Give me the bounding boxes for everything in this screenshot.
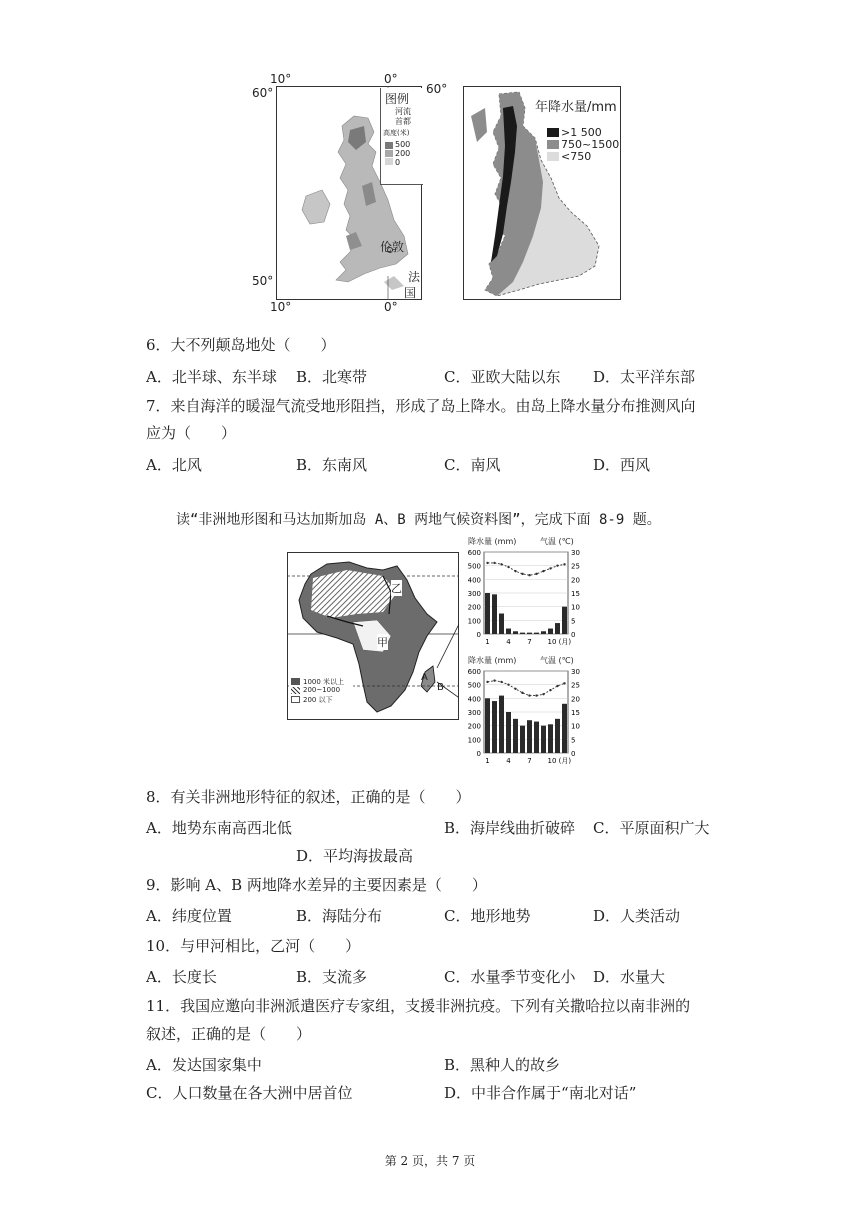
q8-option-d[interactable]: D．平均海拔最高 — [296, 847, 414, 865]
chart-a-right-tick: 10 — [571, 603, 580, 612]
chart-b-left-tick: 400 — [467, 695, 481, 704]
chart-a-bar-1 — [485, 593, 490, 634]
q9-option-b[interactable]: B．海陆分布 — [296, 907, 383, 925]
chart-a-temp-point-2 — [493, 562, 495, 564]
chart-a-right-tick: 15 — [571, 590, 580, 598]
chart-a-bar-6 — [520, 633, 525, 634]
q10-option-c[interactable]: C．水量季节变化小 — [444, 968, 576, 986]
chart-b-temp-point-10 — [549, 689, 551, 691]
chart-b-temp-point-6 — [521, 692, 523, 694]
chart-a-temp-point-6 — [521, 573, 523, 575]
chart-a-bar-8 — [534, 633, 539, 634]
label-point-a: A — [421, 672, 428, 683]
chart-b-right-tick: 20 — [571, 695, 580, 704]
chart-b-bar-12 — [562, 704, 567, 753]
chart-b-bar-8 — [534, 722, 539, 753]
q11-stem-line2: 叙述，正确的是（ ） — [146, 1025, 312, 1043]
label-france-1: 法 — [408, 270, 421, 284]
africa-legend-3: 200 以下 — [303, 696, 333, 704]
chart-b-bar-2 — [492, 701, 497, 753]
chart-a-right-tick: 30 — [571, 549, 580, 557]
chart-b-temp-point-4 — [507, 683, 509, 685]
chart-a-bar-2 — [492, 594, 497, 634]
legend-elev: 高度(米) — [383, 129, 410, 137]
africa-terrain-map — [287, 552, 459, 720]
q7-option-a[interactable]: A．北风 — [146, 456, 202, 474]
legend-0: 0 — [395, 158, 401, 167]
chart-a-temp-point-5 — [514, 570, 516, 572]
chart-a-temp-point-7 — [528, 574, 530, 576]
rainfall-map-frame — [463, 86, 621, 300]
chart-a-x-tick: 1 — [485, 638, 490, 646]
chart-b-left-tick: 0 — [476, 750, 481, 758]
lon-label-10-bottom: 10° — [270, 300, 292, 314]
africa-legend-2: 200~1000 — [303, 686, 341, 694]
chart-b-temp-point-2 — [493, 679, 495, 681]
rainfall-title: 年降水量/mm — [535, 100, 617, 115]
chart-a-bar-10 — [548, 629, 553, 634]
uk-rainfall-map — [463, 86, 621, 300]
africa-legend-1: 1000 米以上 — [303, 678, 345, 686]
q11-option-b[interactable]: B．黑种人的故乡 — [444, 1056, 561, 1074]
chart-b-left-tick: 200 — [467, 722, 481, 731]
chart-a-temp-point-8 — [535, 573, 537, 575]
chart-b-x-tick: 7 — [527, 757, 532, 765]
rain-legend-low: <750 — [561, 150, 592, 163]
q10-stem: 10．与甲河相比，乙河（ ） — [146, 937, 361, 955]
q11-option-a[interactable]: A．发达国家集中 — [146, 1056, 262, 1074]
chart-a-temp-point-1 — [486, 562, 488, 564]
q11-stem-line1: 11．我国应邀向非洲派遣医疗专家组，支援非洲抗疫。下列有关撒哈拉以南非洲的 — [146, 997, 691, 1015]
climate-chart-a — [462, 536, 592, 648]
africa-legend-swatch-2 — [291, 687, 300, 694]
chart-a-x-tick: 10 (月) — [547, 638, 572, 646]
label-london: 伦敦 — [380, 240, 405, 254]
chart-b-right-tick: 30 — [571, 668, 580, 676]
chart-a-right-tick: 25 — [571, 562, 580, 571]
climate-chart-b — [462, 655, 592, 767]
q11-option-c[interactable]: C．人口数量在各大洲中居首位 — [146, 1084, 353, 1102]
chart-a-left-tick: 200 — [467, 603, 481, 612]
chart-b-temp-point-1 — [486, 681, 488, 683]
chart-b-bar-6 — [520, 726, 525, 753]
chart-b-temp-point-11 — [556, 685, 558, 687]
chart-a-right-tick: 5 — [571, 617, 576, 626]
q8-option-b[interactable]: B．海岸线曲折破碎 — [444, 819, 576, 837]
chart-a-temp-label: 气温 (℃) — [540, 537, 574, 546]
chart-b-left-tick: 300 — [467, 709, 481, 717]
q10-option-a[interactable]: A．长度长 — [146, 968, 217, 986]
uk-legend — [380, 88, 423, 185]
q9-option-d[interactable]: D．人类活动 — [593, 907, 681, 925]
chart-b-temp-point-9 — [542, 693, 544, 695]
uk-terrain-map — [252, 72, 458, 314]
rain-swatch-low — [547, 152, 559, 161]
chart-a-temp-point-11 — [556, 564, 558, 566]
q9-option-c[interactable]: C．地形地势 — [444, 907, 531, 925]
chart-a-bar-7 — [527, 633, 532, 634]
africa-legend-swatch-1 — [291, 678, 300, 685]
q9-stem: 9．影响 A、B 两地降水差异的主要因素是（ ） — [146, 876, 487, 894]
label-france-2: 国 — [404, 286, 417, 300]
chart-b-right-tick: 5 — [571, 736, 576, 745]
chart-b-right-tick: 0 — [571, 750, 576, 758]
q8-stem: 8．有关非洲地形特征的叙述，正确的是（ ） — [146, 788, 471, 806]
chart-b-right-tick: 10 — [571, 722, 580, 731]
q6-option-b[interactable]: B．北寒带 — [296, 368, 368, 386]
legend-200: 200 — [395, 149, 411, 158]
chart-a-temp-point-4 — [507, 566, 509, 568]
chart-b-temp-point-8 — [535, 694, 537, 696]
lon-label-10: 10° — [270, 72, 292, 86]
chart-b-left-tick: 500 — [467, 681, 481, 690]
rain-swatch-mid — [547, 140, 559, 149]
q6-option-d[interactable]: D．太平洋东部 — [593, 368, 696, 386]
section-intro: 读“非洲地形图和马达加斯加岛 A、B 两地气候资料图”，完成下面 8-9 题。 — [176, 512, 661, 528]
legend-500: 500 — [395, 140, 411, 149]
legend-swatch-200 — [385, 150, 393, 157]
lat-label-60-right: 60° — [426, 82, 448, 96]
q6-stem: 6．大不列颠岛地处（ ） — [146, 336, 336, 354]
chart-a-bar-9 — [541, 631, 546, 634]
q7-option-b[interactable]: B．东南风 — [296, 456, 368, 474]
chart-a-temp-point-3 — [500, 563, 502, 565]
legend-river: 河流 — [395, 107, 411, 116]
chart-b-x-tick: 10 (月) — [547, 757, 572, 765]
chart-a-x-tick: 4 — [506, 638, 511, 646]
chart-a-rain-label: 降水量 (mm) — [468, 537, 517, 546]
chart-a-temp-point-12 — [563, 563, 565, 565]
africa-legend-swatch-3 — [291, 696, 300, 703]
chart-b-temp-point-12 — [563, 682, 565, 684]
chart-a-right-tick: 20 — [571, 576, 580, 585]
label-point-b: B — [437, 682, 444, 693]
chart-b-bar-10 — [548, 724, 553, 753]
q7-stem-line1: 7．来自海洋的暖湿气流受地形阻挡，形成了岛上降水。由岛上降水量分布推测风向 — [146, 397, 696, 415]
legend-title: 图例 — [385, 92, 410, 106]
q11-option-d[interactable]: D．中非合作属于“南北对话” — [444, 1084, 637, 1102]
q8-option-c[interactable]: C．平原面积广大 — [593, 819, 710, 837]
chart-b-temp-label: 气温 (℃) — [540, 656, 574, 665]
chart-b-bar-1 — [485, 698, 490, 753]
chart-a-plot — [462, 548, 592, 648]
chart-b-bar-5 — [513, 719, 518, 753]
legend-capital: 首都 — [395, 117, 411, 126]
chart-a-right-tick: 0 — [571, 631, 576, 639]
chart-a-left-tick: 600 — [467, 549, 481, 557]
chart-a-x-tick: 7 — [527, 638, 532, 646]
label-jia-river: 甲 — [377, 636, 388, 649]
q7-option-c[interactable]: C．南风 — [444, 456, 501, 474]
lat-label-60-left: 60° — [252, 86, 274, 100]
q10-option-b[interactable]: B．支流多 — [296, 968, 368, 986]
chart-b-bar-3 — [499, 696, 504, 753]
q7-option-d[interactable]: D．西风 — [593, 456, 651, 474]
chart-b-bar-9 — [541, 726, 546, 753]
q6-option-a[interactable]: A．北半球、东半球 — [146, 368, 277, 386]
chart-a-left-tick: 400 — [467, 576, 481, 585]
chart-a-temp-point-9 — [542, 570, 544, 572]
rain-legend-mid: 750~1500 — [561, 138, 620, 151]
q9-option-a[interactable]: A．纬度位置 — [146, 907, 232, 925]
rain-legend-high: >1 500 — [561, 126, 602, 139]
chart-b-left-tick: 100 — [467, 736, 481, 745]
lat-label-50: 50° — [252, 274, 274, 288]
chart-a-bar-4 — [506, 629, 511, 634]
chart-b-x-tick: 1 — [485, 757, 490, 765]
chart-b-right-tick: 25 — [571, 681, 580, 690]
chart-b-left-tick: 600 — [467, 668, 481, 676]
chart-b-bar-7 — [527, 720, 532, 753]
chart-a-bar-12 — [562, 607, 567, 634]
chart-a-bar-11 — [555, 623, 560, 634]
chart-b-plot — [462, 667, 592, 767]
chart-b-temp-point-3 — [500, 681, 502, 683]
chart-b-temp-point-5 — [514, 688, 516, 690]
chart-b-bar-11 — [555, 719, 560, 753]
lon-label-0-bottom: 0° — [384, 300, 398, 314]
label-yi-river: 乙 — [391, 582, 402, 595]
lon-label-0: 0° — [384, 72, 398, 86]
chart-a-left-tick: 500 — [467, 562, 481, 571]
chart-a-temp-point-10 — [549, 567, 551, 569]
chart-a-left-tick: 100 — [467, 617, 481, 626]
africa-legend — [289, 676, 353, 708]
q6-option-c[interactable]: C．亚欧大陆以东 — [444, 368, 561, 386]
chart-b-right-tick: 15 — [571, 709, 580, 717]
chart-b-rain-label: 降水量 (mm) — [468, 656, 517, 665]
q8-option-a[interactable]: A．地势东南高西北低 — [146, 819, 292, 837]
chart-b-bar-4 — [506, 712, 511, 753]
chart-a-left-tick: 0 — [476, 631, 481, 639]
chart-a-bar-5 — [513, 631, 518, 634]
page-footer: 第 2 页，共 7 页 — [384, 1154, 476, 1168]
chart-a-left-tick: 300 — [467, 590, 481, 598]
legend-swatch-0 — [385, 158, 393, 165]
chart-a-bar-3 — [499, 614, 504, 635]
q10-option-d[interactable]: D．水量大 — [593, 968, 666, 986]
rain-swatch-high — [547, 128, 559, 137]
q7-stem-line2: 应为（ ） — [146, 424, 237, 442]
chart-b-x-tick: 4 — [506, 757, 511, 765]
chart-b-temp-point-7 — [528, 694, 530, 696]
legend-swatch-500 — [385, 142, 393, 149]
